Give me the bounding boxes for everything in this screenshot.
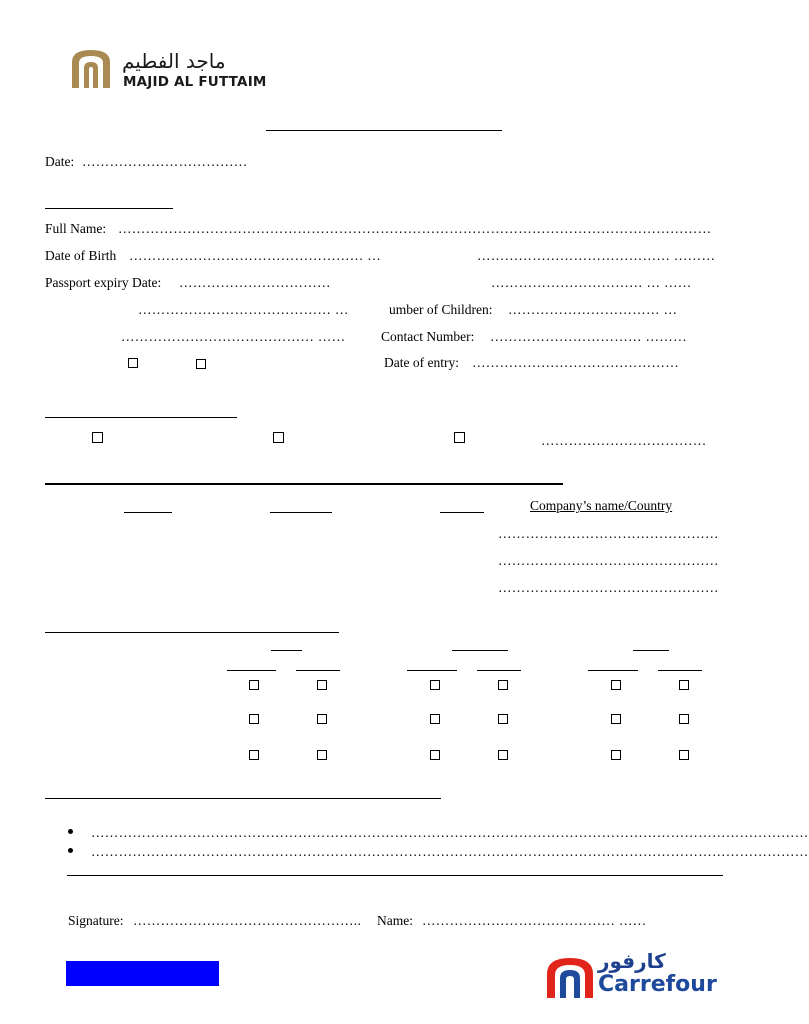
grid-checkbox-r3-c1[interactable] — [249, 750, 259, 760]
number-of-children-label: umber of Children: — [389, 302, 493, 317]
group3-sub1-underline — [588, 670, 638, 671]
carrefour-wordmark: Carrefour — [598, 972, 717, 997]
grid-checkbox-r2-c6[interactable] — [679, 714, 689, 724]
company-dots-1[interactable]: ………………………………………… — [498, 526, 719, 541]
section3-col2-underline — [270, 512, 332, 513]
signature-dots[interactable]: ………………………………………….. — [133, 913, 362, 928]
carrefour-arabic-wordmark: كارفور — [598, 949, 666, 973]
date-label: Date: — [45, 154, 75, 169]
group3-header-underline — [633, 650, 669, 651]
grid-checkbox-r3-c6[interactable] — [679, 750, 689, 760]
group1-header-underline — [271, 650, 302, 651]
signature-label: Signature: — [68, 913, 124, 928]
grid-checkbox-r1-c2[interactable] — [317, 680, 327, 690]
section4-underline — [45, 632, 339, 633]
section2-underline — [45, 417, 237, 418]
title-underline — [266, 130, 502, 131]
grid-checkbox-r1-c5[interactable] — [611, 680, 621, 690]
company-name-country-header: Company’s name/Country — [530, 498, 673, 513]
section3-underline — [45, 483, 563, 485]
section2-other-dots[interactable]: ……………………………… — [541, 433, 707, 448]
blue-redaction-box — [66, 961, 219, 986]
group1-sub1-underline — [227, 670, 276, 671]
bullet-2-dots[interactable]: ………………………………………………………………………………………………………………………………………… — [91, 844, 809, 859]
name-label: Name: — [377, 913, 413, 928]
checkbox-row6-1[interactable] — [128, 358, 138, 368]
grid-checkbox-r1-c4[interactable] — [498, 680, 508, 690]
group2-header-underline — [452, 650, 508, 651]
passport-expiry-label: Passport expiry Date: — [45, 275, 162, 290]
name-dots[interactable]: …………………………………… …… — [422, 913, 647, 928]
section1-underline — [45, 208, 173, 209]
checkbox-option-2[interactable] — [273, 432, 284, 443]
section5-underline — [45, 798, 441, 799]
grid-checkbox-r2-c3[interactable] — [430, 714, 440, 724]
checkbox-option-1[interactable] — [92, 432, 103, 443]
section3-col1-underline — [124, 512, 172, 513]
checkbox-option-3[interactable] — [454, 432, 465, 443]
contact-number-label: Contact Number: — [381, 329, 475, 344]
majid-al-futtaim-wordmark: MAJID AL FUTTAIM — [123, 74, 267, 90]
grid-checkbox-r1-c6[interactable] — [679, 680, 689, 690]
grid-checkbox-r2-c5[interactable] — [611, 714, 621, 724]
company-dots-3[interactable]: ………………………………………… — [498, 580, 719, 595]
full-name-dots[interactable]: ………………………………………………………………………………………………………………… — [118, 221, 712, 236]
bullet-1-dots[interactable]: ………………………………………………………………………………………………………………………………………… — [91, 825, 809, 840]
separator-line — [67, 875, 723, 876]
date-dots[interactable]: ……………………………… — [82, 154, 248, 169]
number-of-children-dots[interactable]: …………………………… … — [508, 302, 678, 317]
dob-dots[interactable]: …………………………………………… … — [129, 248, 382, 263]
dob-label: Date of Birth — [45, 248, 117, 263]
majid-al-futtaim-logo-icon — [70, 48, 112, 88]
bullet-2-icon — [68, 848, 73, 853]
grid-checkbox-r1-c1[interactable] — [249, 680, 259, 690]
carrefour-logo-icon — [546, 956, 594, 998]
grid-checkbox-r2-c1[interactable] — [249, 714, 259, 724]
date-of-entry-dots[interactable]: ……………………………………… — [472, 355, 679, 370]
group3-sub2-underline — [658, 670, 702, 671]
passport-expiry-dots[interactable]: …………………………… — [179, 275, 331, 290]
contact-number-dots[interactable]: …………………………… ……… — [490, 329, 687, 344]
row5-left-dots[interactable]: …………………………………… …… — [121, 329, 346, 344]
passport-right-dots[interactable]: …………………………… … …… — [491, 275, 692, 290]
dob-right-dots[interactable]: …………………………………… ……… — [477, 248, 716, 263]
grid-checkbox-r3-c3[interactable] — [430, 750, 440, 760]
group2-sub1-underline — [407, 670, 457, 671]
full-name-label: Full Name: — [45, 221, 107, 236]
majid-al-futtaim-arabic-wordmark: ماجد الفطيم — [122, 49, 226, 73]
row4-left-dots[interactable]: …………………………………… … — [138, 302, 349, 317]
group1-sub2-underline — [296, 670, 340, 671]
grid-checkbox-r3-c4[interactable] — [498, 750, 508, 760]
grid-checkbox-r3-c2[interactable] — [317, 750, 327, 760]
grid-checkbox-r2-c2[interactable] — [317, 714, 327, 724]
grid-checkbox-r3-c5[interactable] — [611, 750, 621, 760]
bullet-1-icon — [68, 829, 73, 834]
checkbox-row6-2[interactable] — [196, 359, 206, 369]
grid-checkbox-r2-c4[interactable] — [498, 714, 508, 724]
grid-checkbox-r1-c3[interactable] — [430, 680, 440, 690]
group2-sub2-underline — [477, 670, 521, 671]
date-of-entry-label: Date of entry: — [384, 355, 459, 370]
company-dots-2[interactable]: ………………………………………… — [498, 553, 719, 568]
section3-col3-underline — [440, 512, 484, 513]
